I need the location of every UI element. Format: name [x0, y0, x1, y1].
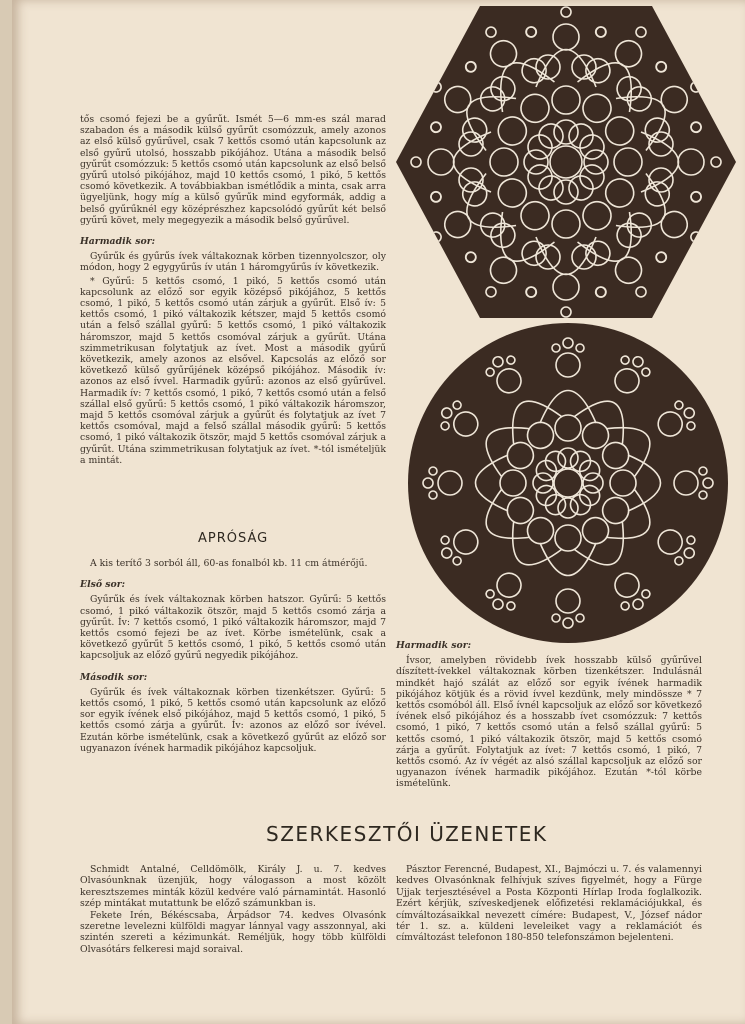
round-lace-photo: [404, 322, 732, 644]
right-harmadik-text: Ívsor, amelyben rövidebb ívek hosszabb külső gyűrűvel díszített-ívekkel váltakoznak körben tizenkétszer. Indulásnál mindkét hajó szálát az előző sor egyik ívének harmadik pikójához kötjük és a rövid ívvel kezdünk, mely mindössze * 7 kettős csomóból áll. Első ívnél kapcsoljuk az előző sor következő ívének első pikójához és a hosszabb ívet csomózzuk: 7 kettős csomó, 1 pikó, 7 kettős csomó után a felső szállal gyűrű: 5 kettős csomó, 1 pikó váltakozik ötször, majd 5 kettős csomó zárja a gyűrűt. Folytatjuk az ívet: 7 kettős csomó, 1 pikó, 7 kettős csomó. Az ív végét az alsó szállal kapcsoljuk az előző sor ugyanazon ívének harmadik pikójához. Ezután *-tól körbe ismételünk.: [396, 655, 702, 790]
magazine-page: [12, 0, 745, 1024]
right-harmadik-heading: Harmadik sor:: [396, 640, 472, 651]
aprosag-intro: A kis terítő 3 sorból áll, 60-as fonalból kb. 11 cm átmérőjű.: [90, 558, 368, 569]
message-fekete: Fekete Irén, Békéscsaba, Árpádsor 74. kedves Olvasónk szeretne levelezni külföldi magyar lánnyal vagy asszonnyal, aki szintén szereti a kézimunkát. Reméljük, hogy több külföldi Olvasótárs felkeresi majd soraival.: [80, 909, 386, 955]
hexagon-lace-photo: [394, 4, 738, 320]
aprosag-title: APRÓSÁG: [198, 531, 269, 546]
right-column: [396, 640, 702, 792]
harmadik-paragraph-1: Gyűrűk és gyűrűs ívek váltakoznak körben tizennyolcszor, oly módon, hogy 2 egygyűrűs ív után 1 háromgyűrűs ív következik.: [80, 251, 386, 274]
bottom-left-column: [80, 864, 386, 955]
elso-sor-text: Gyűrűk és ívek váltakoznak körben hatszor. Gyűrű: 5 kettős csomó, 1 pikó váltakozik ötször, majd 5 kettős csomó zárja a gyűrűt. Ív: 7 kettős csomó, 1 pikó váltakozik háromszor, majd 7 kettős csomó fejezi be az ívet. Körbe ismételünk, csak a következő gyűrűt 5 kettős csomó, 1 pikó, 5 kettős csomó után kapcsoljuk az előző gyűrű negyedik pikójához.: [80, 594, 386, 662]
harmadik-paragraph-2: * Gyűrű: 5 kettős csomó, 1 pikó, 5 kettős csomó után kapcsolunk az előző sor egyik középső pikójához, 5 kettős csomó, 1 pikó, 5 kettős csomó után zárjuk a gyűrűt. Első ív: 5 kettős csomó, 1 pikó váltakozik kétszer, majd 5 kettős csomó után a felső szállal gyűrű: 5 kettős csomó, 1 pikó váltakozik háromszor, majd 5 kettős csomóval zárjuk a gyűrűt. Utána szimmetrikusan folytatjuk az ívet. Most a második gyűrű következik, amely azonos az elsővel. Kapcsolás az előző sor következő külső gyűrűjének középső pikójához. Második ív: azonos az első ívvel. Harmadik gyűrű: azonos az első gyűrűvel. Harmadik ív: 7 kettős csomó, 1 pikó, 7 kettős csomó után a felső szállal első gyűrű: 5 kettős csomó, 1 pikó váltakozik háromszor, majd 5 kettős csomóval zárjuk a gyűrűt és folytatjuk az ívet 7 kettős csomóval, majd a felső szállal második gyűrű: 5 kettős csomó, 1 pikó váltakozik ötször, majd 5 kettős csomóval zárjuk a gyűrűt. Utána szimmetrikusan folytatjuk az ívet. *-tól ismételjük a mintát.: [80, 275, 386, 466]
harmadik-sor-heading: Harmadik sor:: [80, 236, 156, 248]
masodik-sor-heading: Második sor:: [80, 671, 148, 683]
masodik-sor-text: Gyűrűk és ívek váltakoznak körben tizenkétszer. Gyűrű: 5 kettős csomó, 1 pikó, 5 kettős csomó után kapcsolunk az előző sor egyik ívének első pikójához, majd 5 kettős csomó, 1 pikó, 5 kettős csomó zárja a gyűrűt. Ív: azonos az előző sor ívével. Ezután körbe ismételünk, csak a következő gyűrűt az előző sor ugyanazon ívének harmadik pikójához kapcsoljuk.: [80, 686, 386, 754]
intro-paragraph: tős csomó fejezi be a gyűrűt. Ismét 5—6 mm-es szál marad szabadon és a második külső gyűrűt csomózzuk, amely azonos az első külső gyűrűvel, csak 7 kettős csomó után kapcsolunk az első gyűrű utolsó, hosszabb pikójához. Utána a második belső gyűrűt csomózzuk: 5 kettős csomó után kapcsolunk az első belső gyűrű utolsó pikójához, majd 10 kettős csomó, 1 pikó, 5 kettős csomó következik. A továbbiakban ismétlődik a minta, csak arra ügyeljünk, hogy míg a külső gyűrűk mind egyformák, addig a belső gyűrűknél egy középrészhez kapcsolódó gyűrűt két belső gyűrű követ, mely megegyezik a második belső gyűrűvel.: [80, 114, 386, 226]
left-column-lower: [80, 558, 386, 756]
elso-sor-heading: Első sor:: [80, 579, 126, 591]
message-pasztor: Pásztor Ferencné, Budapest, XI., Bajmóczi u. 7. és valamennyi kedves Olvasónknak felhívjuk szíves figyelmét, hogy a Fürge Ujjak terjesztésével a Posta Központi Hírlap Iroda foglalkozik. Ezért kérjük, szíveskedjenek előfizetési reklamációjukkal, és címváltozásaikkal nevezett címére: Budapest, V., József nádor tér 1. sz. a. küldeni leveleiket vagy a reklamációt és címváltozást telefonon 180-850 telefonszámon bejelenteni.: [396, 864, 702, 944]
left-column-upper: [80, 114, 386, 468]
szerkesztoi-uzenetek-title: SZERKESZTŐI ÜZENETEK: [266, 822, 548, 846]
bottom-right-column: [396, 864, 702, 944]
message-schmidt: Schmidt Antalné, Celldömölk, Király J. u. 7. kedves Olvasóunknak üzenjük, hogy válogasson a most közölt keresztszemes minták közül kedvére való párnamintát. Hasonló szép mintákat mutattunk be előző számunkban is.: [80, 864, 386, 910]
